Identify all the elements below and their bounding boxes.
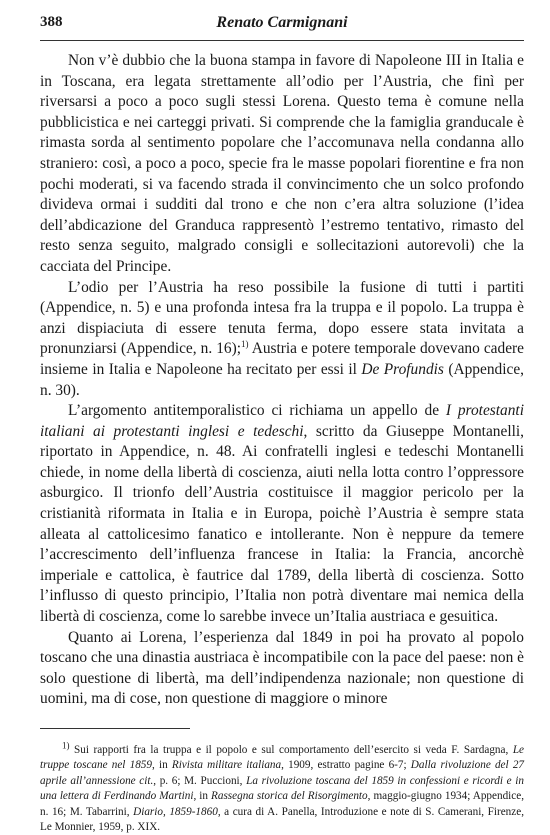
footnote-reference: 1) [241,339,249,350]
footnote-text: , in [151,759,172,772]
footnote-italic: Rassegna storica del Risorgimento [211,790,368,803]
paragraph-3-text-a: L’argomento antitemporalistico ci richiama un appello de [68,402,446,420]
footnote-italic: La rivoluzione toscana del 1859 in confessioni e ricordi e in una lettera di Ferdinando Martini [40,774,524,803]
footnote-text: , in [193,790,212,803]
paragraph-2-italic: De Profundis [361,360,444,378]
footnote-italic: Dalla rivoluzione del 27 aprile all’annessione cit. [40,759,525,787]
footnote-text: , p. 6; M. Puccioni, [153,774,247,787]
footnote-italic: Le truppe toscane nel 1859 [40,744,524,772]
body-text [40,51,524,710]
running-head: Renato Carmignani [216,14,348,31]
footnote-text: , maggio-giugno 1934; Appendice, n. 16; M. Tabarrini, [40,790,525,818]
paragraph-2 [40,278,524,402]
paragraph-2-text-c: (Appendice, n. 30). [40,360,525,399]
paragraph-2-text-a: L’odio per l’Austria ha reso possibile la fusione di tutti i partiti (Appendice, n. 5) e una profonda intesa fra la truppa e il popolo. La truppa è anzi dispiaciuta di essere tenuta ferma, dopo essere stata invitata a pronunziarsi (Appendice, n. 16); [40,278,524,358]
footnote-text: , 1909, estratto pagine 6-7; [281,759,411,772]
footnote [40,740,525,835]
footnote-rule [40,728,190,729]
header-rule [40,40,524,41]
footnote-italic: Diario, 1859-1860 [133,805,218,818]
footnote-text: , a cura di A. Panella, Introduzione e note di S. Camerani, Firenze, Le Monnier, 1959, p. XIX. [40,805,525,834]
footnote-italic: Rivista militare italiana [171,759,282,772]
paragraph-3 [40,401,524,628]
footnote-number: 1) [62,740,70,751]
paragraph-4: Quanto ai Lorena, l’esperienza dal 1849 in poi ha provato al popolo toscano che una dinastia austriaca è incompatibile con la pace del paese: non è solo questione di libertà, ma dell’indipendenza nazionale; non questione di uomini, ma di cose, non questione di maggiore o minore [40,628,524,708]
page-header [40,14,524,36]
paragraph-2-text-b: Austria e potere temporale dovevano cadere insieme in Italia e Napoleone ha recitato per essi il [40,340,524,378]
paragraph-3-italic: I protestanti italiani ai protestanti inglesi e tedeschi [40,402,524,440]
page-number: 388 [40,14,63,30]
paragraph-3-text-b: , scritto da Giuseppe Montanelli, riportato in Appendice, n. 48. Ai confratelli inglesi e tedeschi Montanelli chiede, in nome della libertà di coscienza, aiuti nella lotta contro l’oppressore asburgico. Il trionfo dell’Austria costituisce il maggior pericolo per la cristianità riformata in Italia e in Europa, poichè l’Austria è sempre stata alleata al cattolicesimo fanatico e intollerante. Non è neppure da temere l’accrescimento dell’influenza francese in Italia: la Francia, ancorchè imperiale e cattolica, è fautrice dal 1789, della libertà di coscienza. Sotto l’influsso di questo principio, l’Italia non potrà diventare mai nemica della libertà di coscienza, come lo sarebbe invece un’Italia austriaca e gesuitica. [40,422,524,626]
footnote-text: Sui rapporti fra la truppa e il popolo e sul comportamento dell’esercito si veda F. Sardagna, [69,744,513,756]
paragraph-1: Non v’è dubbio che la buona stampa in favore di Napoleone III in Italia e in Toscana, era legata strettamente all’odio per l’Austria, che finì per riversarsi a poco a poco sugli stessi Lorena. Questo tema è comune nella pubblicistica e nei carteggi privati. Si comprende che la famiglia granducale è rimasta sorda al sentimento popolare che l’accomunava nella condanna allo straniero: così, a poco a poco, specie fra le masse popolari fiorentine e fra non pochi moderati, si va facendo strada il convincimento che un solco profondo divideva ormai i sudditi dal trono e che non c’era altra soluzione (l’idea dell’abdicazione del Granduca rappresentò l’estremo tentativo, rimasto del resto senza seguito, malgrado consigli e sollecitazioni autorevoli) che la cacciata del Principe. [40,52,524,275]
